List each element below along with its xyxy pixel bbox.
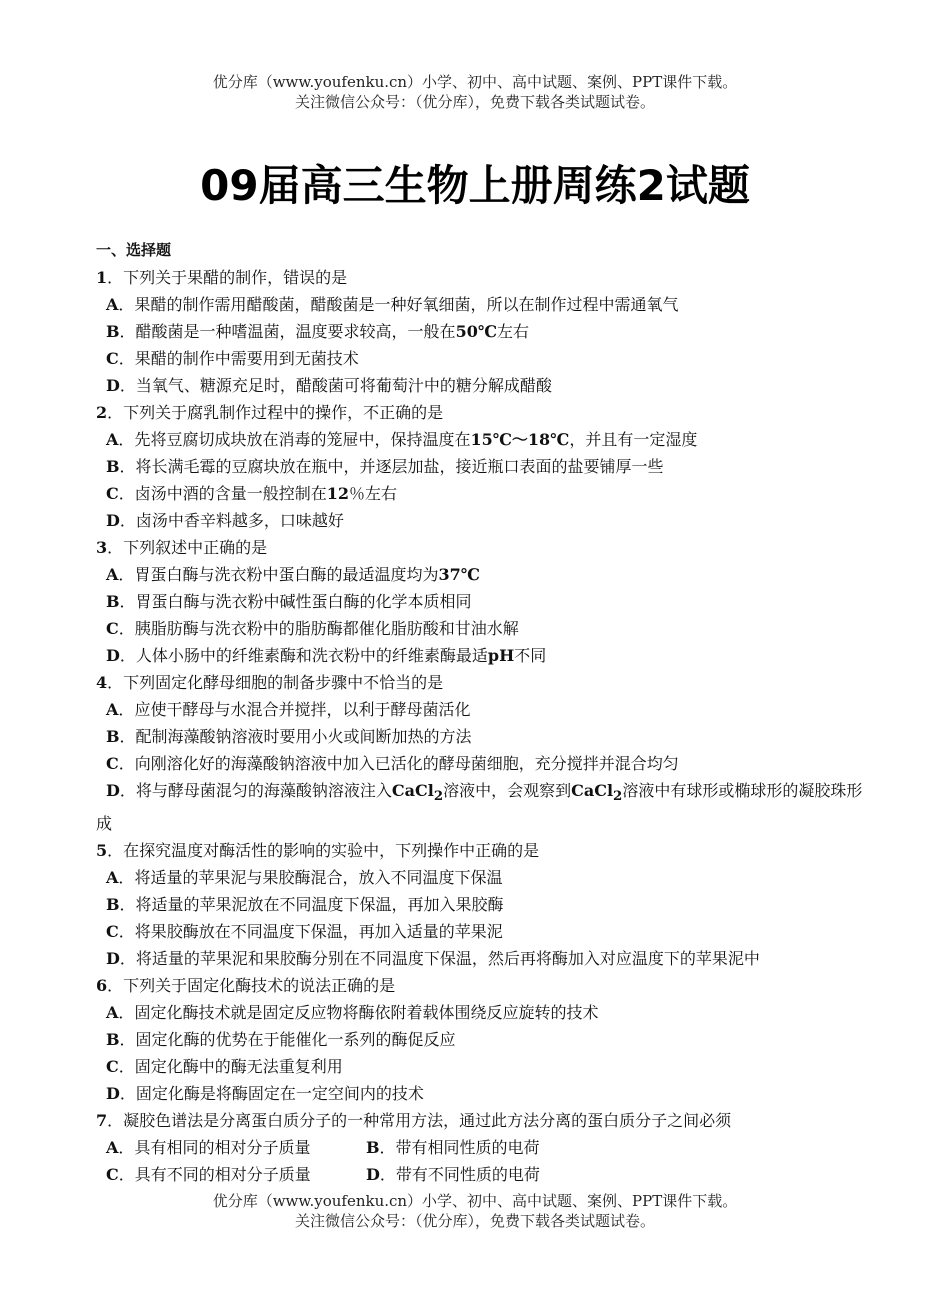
option-6-d: D．固定化酶是将酶固定在一定空间内的技术	[106, 1084, 424, 1104]
option-6-c: C．固定化酶中的酶无法重复利用	[106, 1057, 343, 1077]
option-3-c: C．胰脂肪酶与洗衣粉中的脂肪酶都催化脂肪酸和甘油水解	[106, 619, 519, 638]
option-5-b: B．将适量的苹果泥放在不同温度下保温，再加入果胶酶	[106, 895, 504, 915]
header-line-1: 优分库（www.youfenku.cn）小学、初中、高中试题、案例、PPT课件下载。	[212, 73, 738, 91]
option-6-a: A．固定化酶技术就是固定反应物将酶依附着载体围绕反应旋转的技术	[106, 1003, 599, 1023]
option-5-c: C．将果胶酶放在不同温度下保温，再加入适量的苹果泥	[106, 922, 503, 942]
option-5-a: A．将适量的苹果泥与果胶酶混合，放入不同温度下保温	[106, 868, 503, 888]
option-2-a: A．先将豆腐切成块放在消毒的笼屉中，保持温度在15℃～18℃，并且有一定湿度	[106, 430, 698, 449]
option-1-c: C．果醋的制作中需要用到无菌技术	[106, 349, 359, 368]
question-stem: 在探究温度对酶活性的影响的实验中，下列操作中正确的是	[123, 841, 540, 861]
question-stem: 下列叙述中正确的是	[123, 538, 268, 557]
section-title: 一、选择题	[96, 241, 172, 259]
question-2: 2．下列关于腐乳制作过程中的操作，不正确的是	[96, 403, 444, 422]
question-number: 1	[96, 268, 108, 287]
option-2-d: D．卤汤中香辛料越多，口味越好	[106, 511, 344, 530]
question-7: 7．凝胶色谱法是分离蛋白质分子的一种常用方法，通过此方法分离的蛋白质分子之间必须	[96, 1111, 732, 1131]
option-1-b: B．醋酸菌是一种嗜温菌，温度要求较高，一般在50℃左右	[106, 322, 530, 341]
option-6-b: B．固定化酶的优势在于能催化一系列的酶促反应	[106, 1030, 456, 1050]
question-4: 4．下列固定化酵母细胞的制备步骤中不恰当的是	[96, 673, 444, 692]
option-4-b: B．配制海藻酸钠溶液时要用小火或间断加热的方法	[106, 727, 472, 746]
option-row-7-ab	[96, 1134, 866, 1161]
question-stem: 下列关于腐乳制作过程中的操作，不正确的是	[123, 403, 444, 422]
option-1-a: A．果醋的制作需用醋酸菌，醋酸菌是一种好氧细菌，所以在制作过程中需通氧气	[106, 295, 679, 314]
footer-line-2: 关注微信公众号：（优分库），免费下载各类试题试卷。	[294, 1212, 655, 1230]
option-2-b: B．将长满毛霉的豆腐块放在瓶中，并逐层加盐，接近瓶口表面的盐要铺厚一些	[106, 457, 664, 476]
option-2-c: C．卤汤中酒的含量一般控制在12％左右	[106, 484, 398, 503]
page-title: 09届高三生物上册周练2试题	[200, 161, 750, 210]
option-7-c: C．具有不同的相对分子质量	[106, 1165, 311, 1185]
option-7-b: B．带有相同性质的电荷	[366, 1138, 540, 1158]
option-7-a: A．具有相同的相对分子质量	[106, 1138, 311, 1158]
page-footer	[0, 1191, 950, 1231]
question-stem: 凝胶色谱法是分离蛋白质分子的一种常用方法，通过此方法分离的蛋白质分子之间必须	[123, 1111, 732, 1131]
question-number: 6	[96, 976, 108, 996]
question-number: 7	[96, 1111, 108, 1131]
question-stem: 下列固定化酵母细胞的制备步骤中不恰当的是	[123, 673, 444, 692]
question-stem: 下列关于果醋的制作，错误的是	[123, 268, 348, 287]
option-3-a: A．胃蛋白酶与洗衣粉中蛋白酶的最适温度均为37℃	[106, 565, 480, 584]
option-3-d: D．人体小肠中的纤维素酶和洗衣粉中的纤维素酶最适pH不同	[106, 646, 547, 665]
option-4-a: A．应使干酵母与水混合并搅拌，以利于酵母菌活化	[106, 700, 471, 719]
question-3: 3．下列叙述中正确的是	[96, 538, 268, 557]
question-number: 4	[96, 673, 108, 692]
option-4-d: D．将与酵母菌混匀的海藻酸钠溶液注入CaCl$_2$溶液中，会观察到CaCl$_2$溶液中有球形或椭球形的凝胶珠形成	[96, 781, 863, 834]
chem-formula: CaCl$_2$	[391, 781, 444, 805]
question-5: 5．在探究温度对酶活性的影响的实验中，下列操作中正确的是	[96, 841, 540, 861]
option-7-d: D．带有不同性质的电荷	[366, 1165, 540, 1185]
question-6: 6．下列关于固定化酶技术的说法正确的是	[96, 976, 396, 996]
question-number: 5	[96, 841, 108, 861]
option-row-7-cd	[96, 1161, 866, 1188]
question-1: 1．下列关于果醋的制作，错误的是	[96, 268, 348, 287]
question-list	[96, 237, 866, 1188]
option-1-d: D．当氧气、糖源充足时，醋酸菌可将葡萄汁中的糖分解成醋酸	[106, 376, 552, 395]
option-4-c: C．向刚溶化好的海藻酸钠溶液中加入已活化的酵母菌细胞，充分搅拌并混合均匀	[106, 754, 679, 773]
option-3-b: B．胃蛋白酶与洗衣粉中碱性蛋白酶的化学本质相同	[106, 592, 472, 611]
option-5-d: D．将适量的苹果泥和果胶酶分别在不同温度下保温，然后再将酶加入对应温度下的苹果泥中	[106, 949, 760, 969]
question-number: 2	[96, 403, 108, 422]
footer-line-1: 优分库（www.youfenku.cn）小学、初中、高中试题、案例、PPT课件下载。	[212, 1192, 738, 1210]
header-line-2: 关注微信公众号：（优分库），免费下载各类试题试卷。	[294, 93, 655, 111]
question-stem: 下列关于固定化酶技术的说法正确的是	[123, 976, 396, 996]
page-header	[0, 72, 950, 112]
question-number: 3	[96, 538, 108, 557]
chem-formula: CaCl$_2$	[571, 781, 623, 805]
